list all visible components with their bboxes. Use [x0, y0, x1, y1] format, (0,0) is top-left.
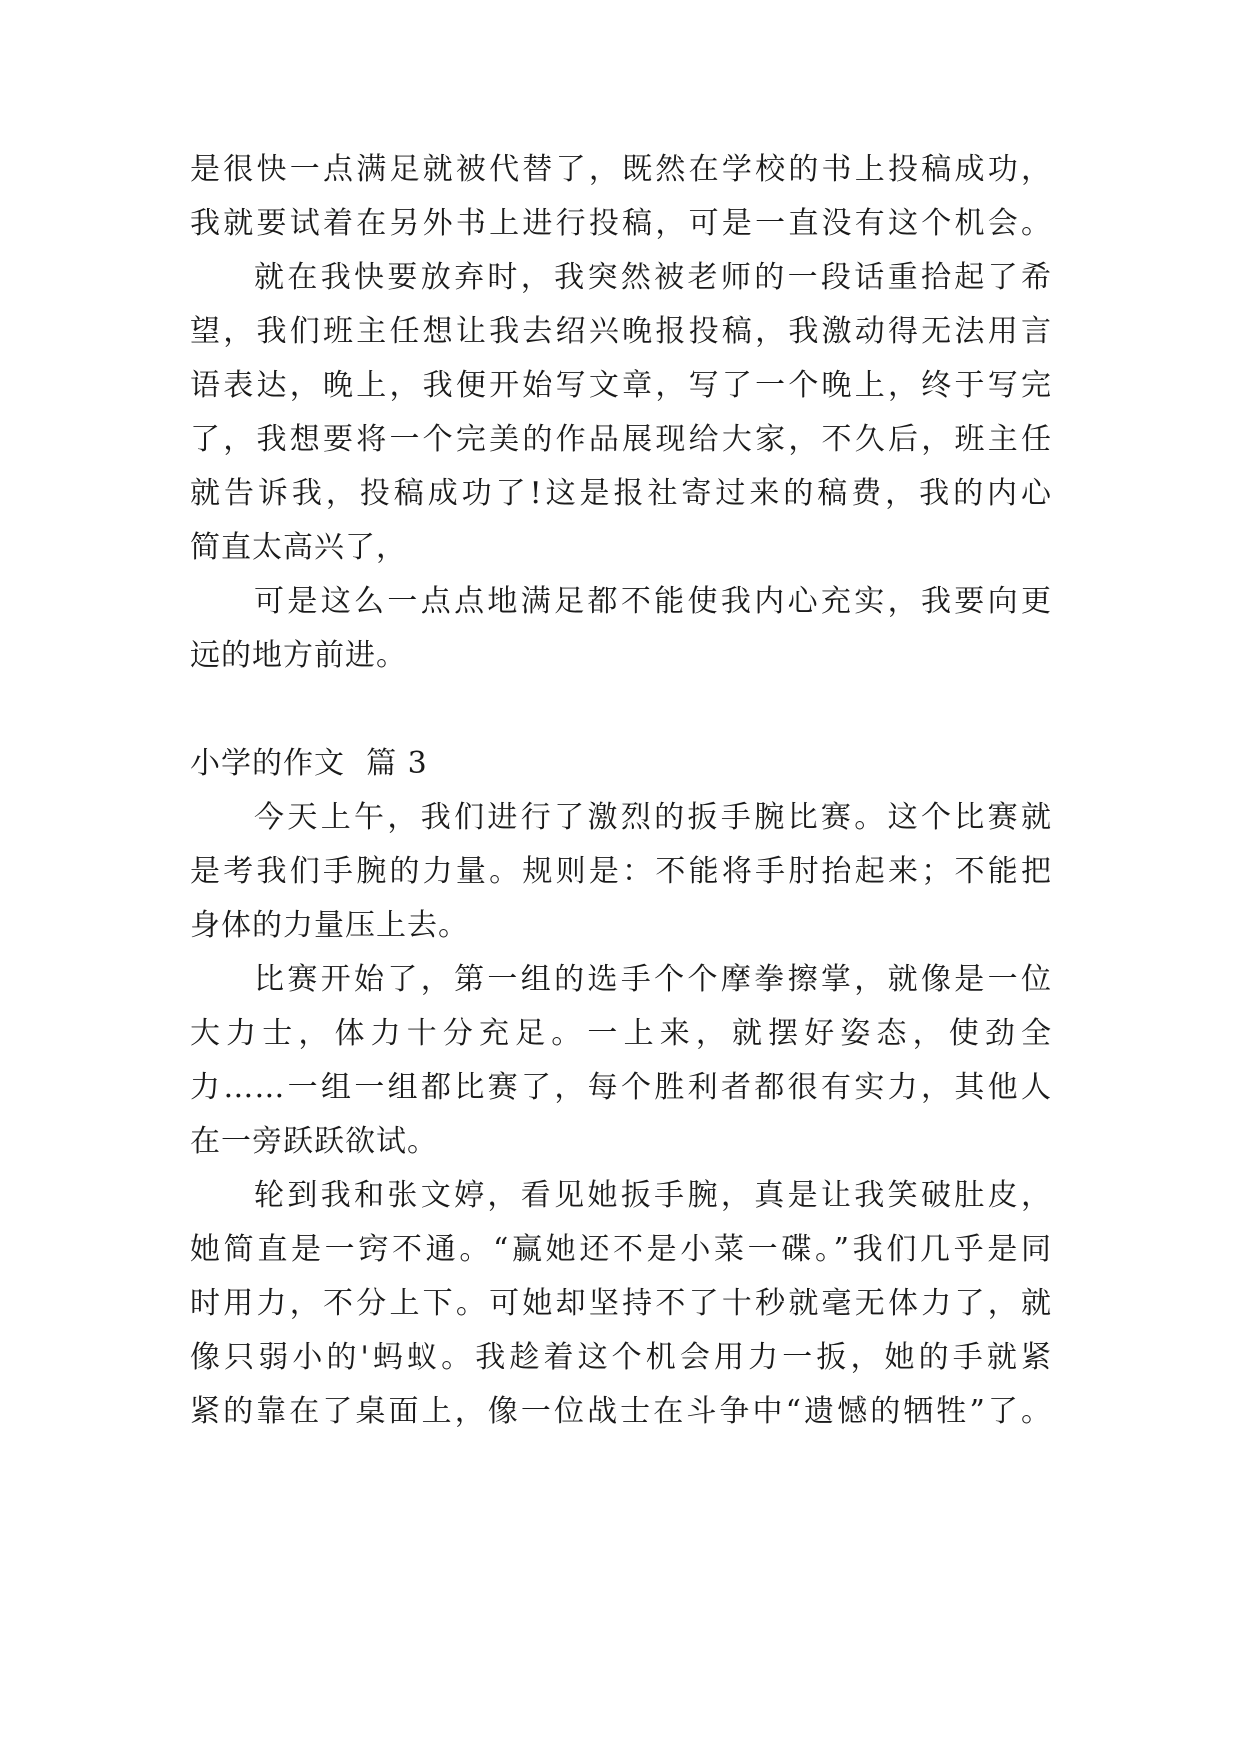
paragraph-line: 语表达，晚上，我便开始写文章，写了一个晚上，终于写完 — [190, 368, 1052, 403]
paragraph-line: 是很快一点满足就被代替了，既然在学校的书上投稿成功， — [190, 152, 1052, 187]
paragraph-line: 她简直是一窍不通。“赢她还不是小菜一碟。”我们几乎是同 — [190, 1232, 1052, 1267]
paragraph-line: 可是这么一点点地满足都不能使我内心充实，我要向更 — [254, 584, 1052, 619]
paragraph-line: 简直太高兴了， — [190, 530, 407, 565]
paragraph-line: 是考我们手腕的力量。规则是：不能将手肘抬起来；不能把 — [190, 854, 1052, 889]
paragraph-line: 我就要试着在另外书上进行投稿，可是一直没有这个机会。 — [190, 206, 1052, 241]
paragraph-line: 时用力，不分上下。可她却坚持不了十秒就毫无体力了，就 — [190, 1286, 1052, 1321]
paragraph-line: 今天上午，我们进行了激烈的扳手腕比赛。这个比赛就 — [254, 800, 1052, 835]
paragraph-line: 望，我们班主任想让我去绍兴晚报投稿，我激动得无法用言 — [190, 314, 1052, 349]
paragraph-line: 轮到我和张文婷，看见她扳手腕，真是让我笑破肚皮， — [254, 1178, 1052, 1213]
paragraph-line: 就在我快要放弃时，我突然被老师的一段话重拾起了希 — [254, 260, 1052, 295]
paragraph-line: 紧的靠在了桌面上，像一位战士在斗争中“遗憾的牺牲”了。 — [190, 1394, 1052, 1429]
paragraph-line: 了，我想要将一个完美的作品展现给大家，不久后，班主任 — [190, 422, 1052, 457]
paragraph-line: 远的地方前进。 — [190, 638, 407, 673]
paragraph-line: 身体的力量压上去。 — [190, 908, 469, 943]
paragraph-line: 像只弱小的'蚂蚁。我趁着这个机会用力一扳，她的手就紧 — [190, 1340, 1052, 1375]
paragraph-line: 在一旁跃跃欲试。 — [190, 1124, 438, 1159]
paragraph-line: 就告诉我，投稿成功了!这是报社寄过来的稿费，我的内心 — [190, 476, 1052, 511]
paragraph-line: 力……一组一组都比赛了，每个胜利者都很有实力，其他人 — [190, 1070, 1052, 1105]
paragraph-line: 比赛开始了，第一组的选手个个摩拳擦掌，就像是一位 — [254, 962, 1052, 997]
section-heading: 小学的作文 篇 3 — [190, 746, 428, 781]
paragraph-line: 大力士，体力十分充足。一上来，就摆好姿态，使劲全 — [190, 1016, 1052, 1051]
